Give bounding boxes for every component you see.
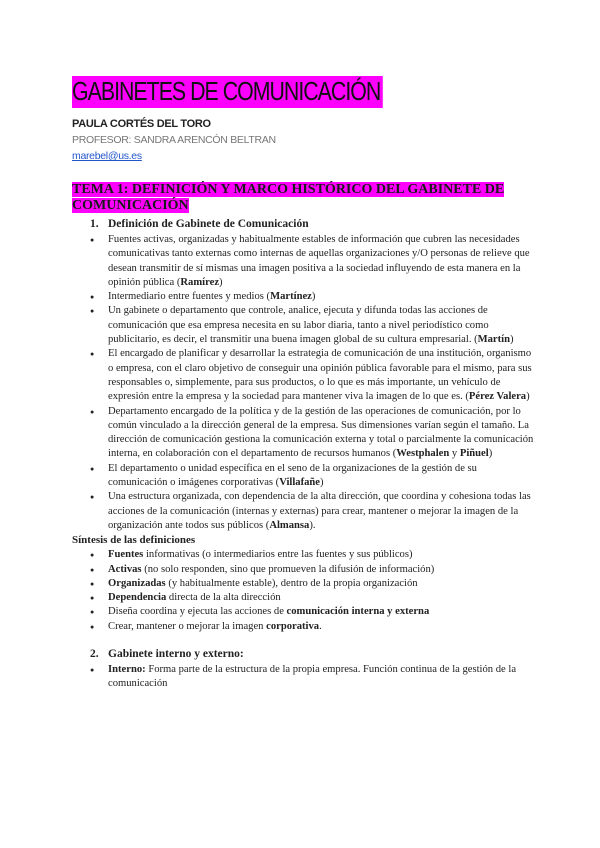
list-item: ● Departamento encargado de la política y de la gestión de las operaciones de comunicación, por lo común vinculado a la dirección general de la empresa. Sus dimensiones varían según el tamaño. La dirección de comunicación gestiona la comunicación externa y total o parcialmente la comunicación interna, en colaboración con el departamento de recursos humanos (Westphalen y Piñuel) [108, 405, 534, 462]
list-item: ● Interno: Forma parte de la estructura de la propia empresa. Función continua de la gestión de la comunicación [108, 663, 534, 692]
list-item: ● Fuentes activas, organizadas y habitualmente estables de información que cubren las necesidades comunicativas tanto externas como internas de aquellas organizaciones y/O personas de relieve que desean transmitir de sí mismas una imagen positiva a la sociedad influyendo de esta manera en la opinión pública (Ramírez) [108, 233, 534, 290]
list-item: ● Crear, mantener o mejorar la imagen corporativa. [108, 620, 534, 634]
list-item: ● Fuentes informativas (o intermediarios entre las fuentes y sus públicos) [108, 548, 534, 562]
list-item: ● El departamento o unidad específica en el seno de la organizaciones de la gestión de su comunicación o imágenes corporativas (Villafañe) [108, 462, 534, 491]
document-title: GABINETES DE COMUNICACIÓN [72, 76, 383, 108]
list-item: ● Activas (no solo responden, sino que promueven la difusión de información) [108, 563, 534, 577]
section-1-heading: 1. Definición de Gabinete de Comunicación [90, 218, 309, 230]
professor-name: PROFESOR: SANDRA ARENCÓN BELTRAN [72, 134, 276, 146]
spacer [72, 634, 534, 644]
list-item: ● Diseña coordina y ejecuta las acciones de comunicación interna y externa [108, 605, 534, 619]
synthesis-list [72, 548, 534, 634]
document-body [72, 182, 534, 692]
list-item: ● Intermediario entre fuentes y medios (Martínez) [108, 290, 534, 304]
list-item: ● Dependencia directa de la alta dirección [108, 591, 534, 605]
section-2-heading: 2. Gabinete interno y externo: [90, 648, 244, 661]
synthesis-heading: Síntesis de las definiciones [72, 534, 196, 547]
definitions-list [72, 233, 534, 533]
tema-heading: TEMA 1: DEFINICIÓN Y MARCO HISTÓRICO DEL GABINETE DE COMUNICACIÓN [72, 182, 505, 213]
author-name: PAULA CORTÉS DEL TORO [72, 118, 211, 130]
list-item: ● El encargado de planificar y desarrollar la estrategia de comunicación de una institución, organismo o empresa, con el claro objetivo de conseguir una opinión pública favorable para el mismo, para sus responsables o, simplemente, para sus productos, o lo que es más importante, un vehículo de expresión entre la empresa y la sociedad para mantener viva la imagen de lo que es. (Pérez Valera) [108, 347, 534, 404]
list-item: ● Un gabinete o departamento que controle, analice, ejecuta y difunda todas las acciones de comunicación que esa empresa necesita en su labor diaria, tanto a nivel periodístico como publicitario, es decir, el transmitir una buena imagen global de su cultura empresarial. (Martín) [108, 304, 534, 347]
internal-external-list [72, 663, 534, 692]
list-item: ● Una estructura organizada, con dependencia de la alta dirección, que coordina y cohesiona todas las acciones de la comunicación (internas y externas) para crear, mantener o mejorar la imagen de la organización ante todos sus públicos (Almansa). [108, 490, 534, 533]
list-item: ● Organizadas (y habitualmente estable), dentro de la propia organización [108, 577, 534, 591]
email-link[interactable]: marebel@us.es [72, 150, 142, 162]
